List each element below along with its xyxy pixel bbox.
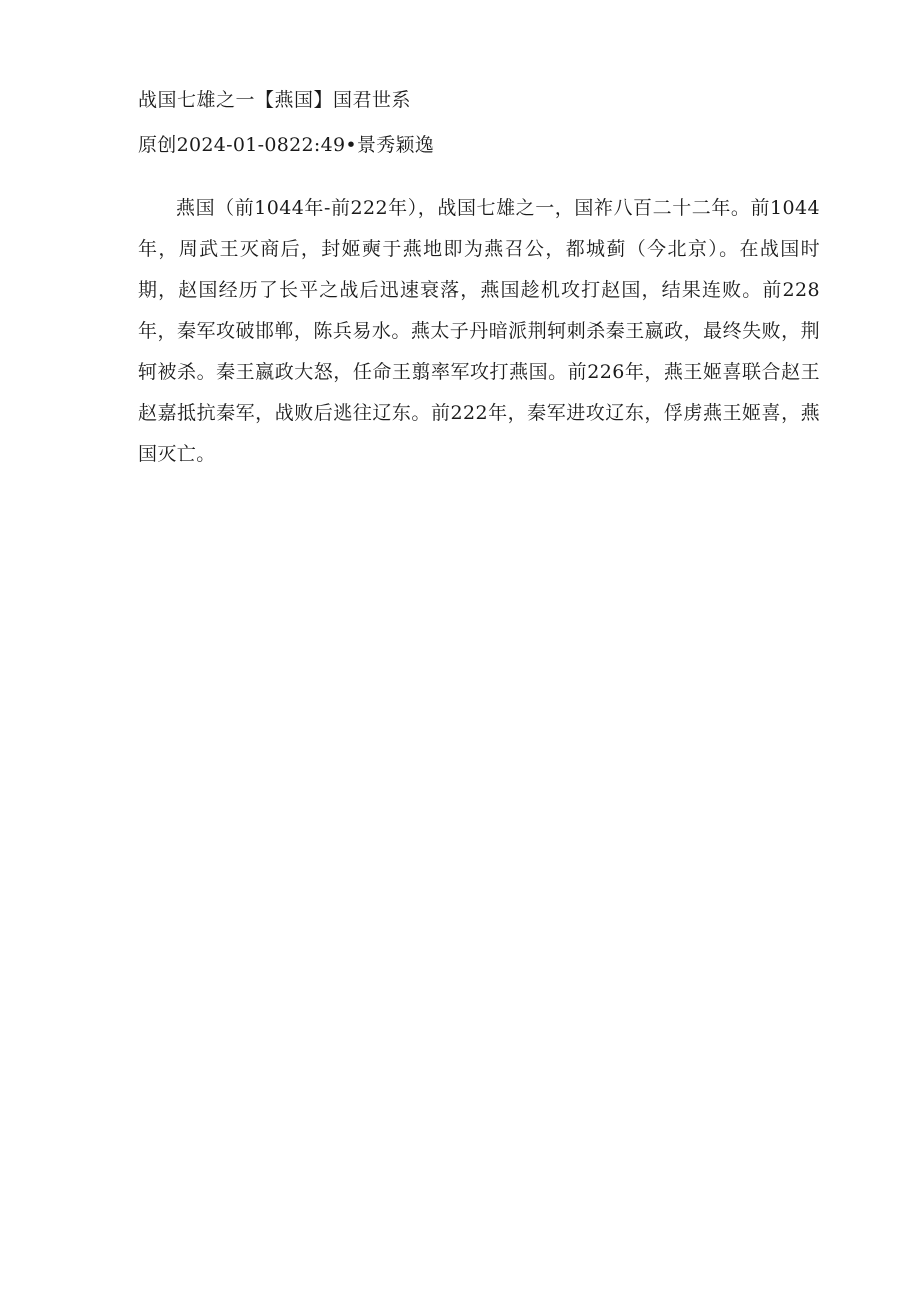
article-paragraph: 燕国（前1044年-前222年），战国七雄之一，国祚八百二十二年。前1044年，周武王灭商后，封姬奭于燕地即为燕召公，都城蓟（今北京）。在战国时期，赵国经历了长平之战后迅速衰落，燕国趁机攻打赵国，结果连败。前228年，秦军攻破邯郸，陈兵易水。燕太子丹暗派荆轲刺杀秦王嬴政，最终失败，荆轲被杀。秦王嬴政大怒，任命王翦率军攻打燕国。前226年，燕王姬喜联合赵王赵嘉抵抗秦军，战败后逃往辽东。前222年，秦军进攻辽东，俘虏燕王姬喜，燕国灭亡。 — [138, 197, 820, 465]
article-title: 战国七雄之一【燕国】国君世系 — [138, 89, 412, 111]
article-meta: 原创2024-01-0822:49•景秀颖逸 — [138, 134, 435, 156]
